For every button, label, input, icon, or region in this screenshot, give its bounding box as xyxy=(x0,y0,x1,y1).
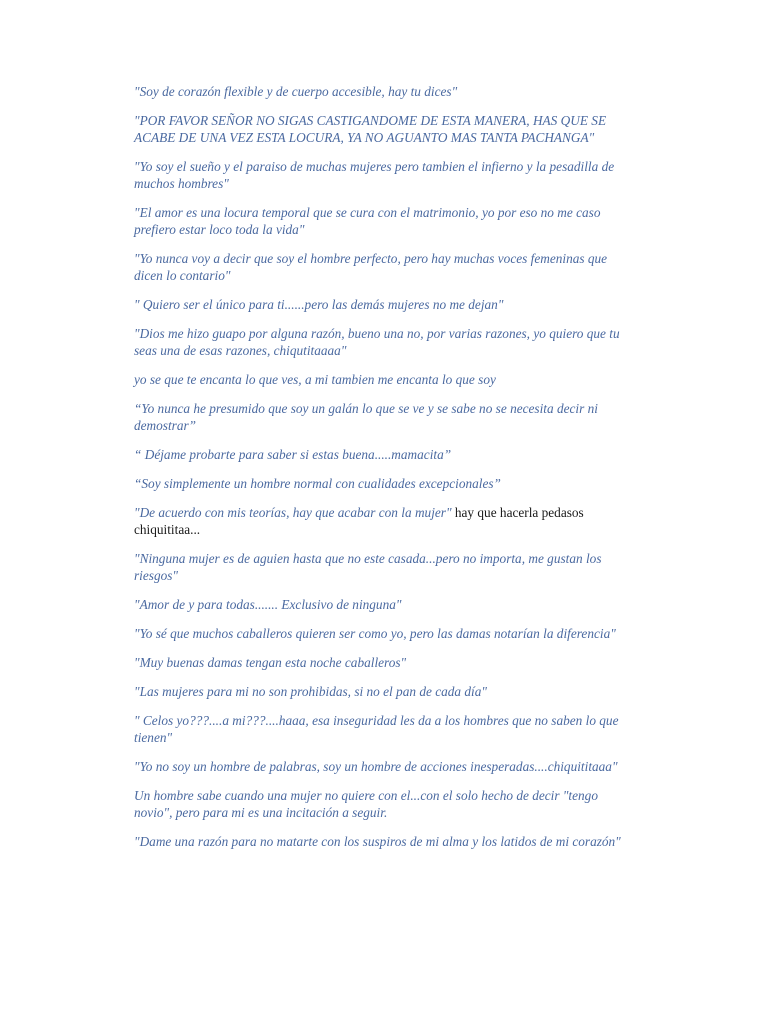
quote-6: " Quiero ser el único para ti......pero las demás mujeres no me dejan" xyxy=(134,297,504,312)
quote-3: "Yo soy el sueño y el paraiso de muchas mujeres pero tambien el infierno y la pesadilla de muchos hombres" xyxy=(134,159,615,191)
quote-16: "Muy buenas damas tengan esta noche caballeros" xyxy=(134,655,407,670)
quote-10: “ Déjame probarte para saber si estas buena.....mamacita” xyxy=(134,447,452,462)
quote-12-italic: "De acuerdo con mis teorías, hay que acabar con la mujer" xyxy=(134,505,452,520)
quote-11: “Soy simplemente un hombre normal con cualidades excepcionales” xyxy=(134,476,501,491)
quote-13: "Ninguna mujer es de aguien hasta que no este casada...pero no importa, me gustan los riesgos" xyxy=(134,551,602,583)
quote-5: "Yo nunca voy a decir que soy el hombre perfecto, pero hay muchas voces femeninas que dicen lo contario" xyxy=(134,251,608,283)
quote-14: "Amor de y para todas....... Exclusivo de ninguna" xyxy=(134,597,402,612)
quote-2: "POR FAVOR SEÑOR NO SIGAS CASTIGANDOME DE ESTA MANERA, HAS QUE SE ACABE DE UNA VEZ ESTA LOCURA, YA NO AGUANTO MAS TANTA PACHANGA" xyxy=(134,113,607,145)
quote-21: "Dame una razón para no matarte con los suspiros de mi alma y los latidos de mi corazón" xyxy=(134,834,621,849)
quote-19: "Yo no soy un hombre de palabras, soy un hombre de acciones inesperadas....chiquititaaa" xyxy=(134,759,618,774)
quote-20: Un hombre sabe cuando una mujer no quiere con el...con el solo hecho de decir "tengo novio", pero para mi es una incitación a seguir. xyxy=(134,788,598,820)
quote-8: yo se que te encanta lo que ves, a mi tambien me encanta lo que soy xyxy=(134,372,496,387)
document-page xyxy=(134,83,634,862)
quote-9: “Yo nunca he presumido que soy un galán lo que se ve y se sabe no se necesita decir ni demostrar” xyxy=(134,401,598,433)
quote-12-mixed xyxy=(134,504,634,538)
quote-15: "Yo sé que muchos caballeros quieren ser como yo, pero las damas notarían la diferencia" xyxy=(134,626,616,641)
quote-4: "El amor es una locura temporal que se cura con el matrimonio, yo por eso no me caso prefiero estar loco toda la vida" xyxy=(134,205,601,237)
quote-7: "Dios me hizo guapo por alguna razón, bueno una no, por varias razones, yo quiero que tu seas una de esas razones, chiqutitaaaa" xyxy=(134,326,620,358)
quote-17: "Las mujeres para mi no son prohibidas, si no el pan de cada día" xyxy=(134,684,487,699)
quote-12-plain: hay que hacerla pedasos chiquititaa... xyxy=(134,505,584,537)
quote-18: " Celos yo???....a mi???....haaa, esa inseguridad les da a los hombres que no saben lo que tienen" xyxy=(134,713,619,745)
quote-1: "Soy de corazón flexible y de cuerpo accesible, hay tu dices" xyxy=(134,84,458,99)
